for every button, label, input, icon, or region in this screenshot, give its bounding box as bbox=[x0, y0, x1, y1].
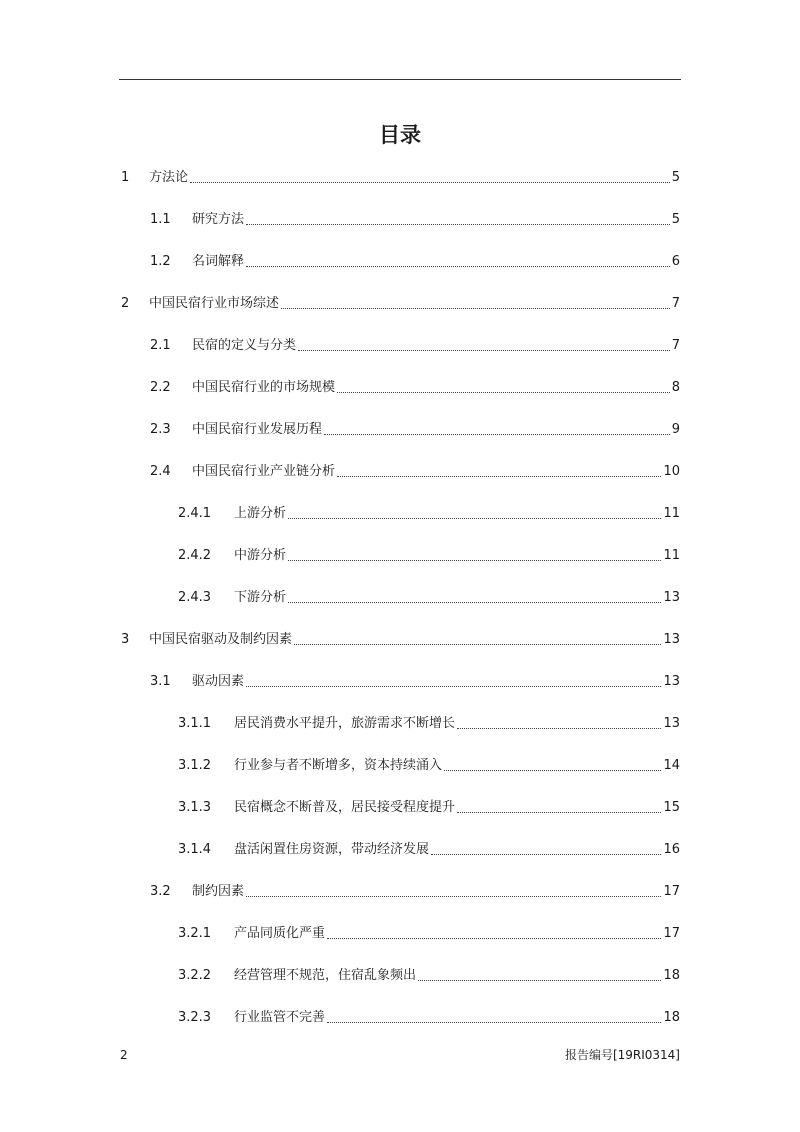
toc-entry[interactable] bbox=[121, 630, 680, 650]
toc-entry-number: 2.2 bbox=[150, 380, 171, 395]
toc-dot-leader bbox=[337, 476, 661, 477]
toc-entry-title: 驱动因素 bbox=[192, 674, 245, 689]
toc-entry-number: 3.1.1 bbox=[178, 716, 212, 731]
toc-entry-page: 9 bbox=[671, 422, 680, 437]
toc-dot-leader bbox=[327, 1022, 661, 1023]
toc-entry[interactable] bbox=[121, 168, 680, 188]
header-rule bbox=[119, 79, 681, 80]
toc-entry-page: 17 bbox=[663, 884, 680, 899]
toc-entry[interactable] bbox=[150, 378, 680, 398]
toc-dot-leader bbox=[246, 896, 661, 897]
toc-entry-title: 中国民宿行业的市场规模 bbox=[192, 380, 336, 395]
toc-entry[interactable] bbox=[150, 462, 680, 482]
toc-entry-page: 18 bbox=[663, 1010, 680, 1025]
toc-dot-leader bbox=[190, 182, 670, 183]
toc-dot-leader bbox=[246, 224, 670, 225]
toc-entry-number: 3.2.1 bbox=[178, 926, 212, 941]
toc-entry[interactable] bbox=[150, 336, 680, 356]
toc-entry-title: 名词解释 bbox=[192, 254, 245, 269]
toc-entry[interactable] bbox=[178, 798, 680, 818]
toc-dot-leader bbox=[337, 392, 670, 393]
toc-entry-title: 经营管理不规范，住宿乱象频出 bbox=[234, 968, 417, 983]
toc-entry-number: 2.1 bbox=[150, 338, 171, 353]
toc-entry-title: 民宿的定义与分类 bbox=[192, 338, 297, 353]
toc-entry-title: 中国民宿行业市场综述 bbox=[149, 296, 280, 311]
toc-entry-number: 2.4.3 bbox=[178, 590, 212, 605]
toc-dot-leader bbox=[444, 770, 661, 771]
toc-entry-page: 15 bbox=[663, 800, 680, 815]
toc-dot-leader bbox=[246, 686, 661, 687]
toc-entry-page: 18 bbox=[663, 968, 680, 983]
toc-entry-number: 1 bbox=[121, 170, 130, 185]
toc-entry[interactable] bbox=[150, 420, 680, 440]
toc-dot-leader bbox=[324, 434, 670, 435]
toc-entry-title: 上游分析 bbox=[234, 506, 287, 521]
toc-entry-title: 下游分析 bbox=[234, 590, 287, 605]
toc-entry[interactable] bbox=[178, 1008, 680, 1028]
toc-entry-page: 7 bbox=[671, 296, 680, 311]
toc-entry-title: 制约因素 bbox=[192, 884, 245, 899]
toc-entry[interactable] bbox=[150, 252, 680, 272]
toc-entry-number: 1.1 bbox=[150, 212, 171, 227]
toc-entry-page: 17 bbox=[663, 926, 680, 941]
toc-entry-number: 3.1 bbox=[150, 674, 171, 689]
toc-entry-page: 11 bbox=[663, 548, 680, 563]
toc-dot-leader bbox=[431, 854, 661, 855]
toc-entry[interactable] bbox=[178, 840, 680, 860]
toc-entry[interactable] bbox=[178, 546, 680, 566]
toc-entry-page: 13 bbox=[663, 632, 680, 647]
toc-entry-page: 5 bbox=[671, 170, 680, 185]
footer-page-number: 2 bbox=[120, 1048, 128, 1062]
toc-entry[interactable] bbox=[178, 588, 680, 608]
toc-entry-title: 方法论 bbox=[149, 170, 189, 185]
toc-dot-leader bbox=[288, 518, 661, 519]
toc-dot-leader bbox=[418, 980, 661, 981]
toc-entry-number: 3.1.4 bbox=[178, 842, 212, 857]
toc-dot-leader bbox=[457, 728, 661, 729]
toc-entry[interactable] bbox=[178, 756, 680, 776]
toc-dot-leader bbox=[288, 602, 661, 603]
toc-entry[interactable] bbox=[150, 672, 680, 692]
toc-entry-title: 研究方法 bbox=[192, 212, 245, 227]
toc-dot-leader bbox=[288, 560, 661, 561]
toc-entry-page: 6 bbox=[671, 254, 680, 269]
toc-entry-title: 民宿概念不断普及，居民接受程度提升 bbox=[234, 800, 456, 815]
toc-entry-page: 13 bbox=[663, 716, 680, 731]
toc-entry[interactable] bbox=[178, 966, 680, 986]
toc-dot-leader bbox=[246, 266, 670, 267]
toc-entry[interactable] bbox=[121, 294, 680, 314]
toc-entry-title: 行业监管不完善 bbox=[234, 1010, 326, 1025]
toc-entry[interactable] bbox=[178, 924, 680, 944]
toc-entry[interactable] bbox=[150, 210, 680, 230]
toc-entry-title: 中国民宿驱动及制约因素 bbox=[149, 632, 293, 647]
toc-entry-number: 2 bbox=[121, 296, 130, 311]
toc-title: 目录 bbox=[379, 123, 421, 147]
toc-entry-number: 2.3 bbox=[150, 422, 171, 437]
toc-entry-title: 中游分析 bbox=[234, 548, 287, 563]
toc-entry-page: 13 bbox=[663, 590, 680, 605]
footer-report-id: 报告编号[19RI0314] bbox=[564, 1048, 680, 1062]
toc-dot-leader bbox=[298, 350, 670, 351]
toc-entry-title: 盘活闲置住房资源，带动经济发展 bbox=[234, 842, 430, 857]
toc-entry-number: 2.4 bbox=[150, 464, 171, 479]
toc-entry-title: 行业参与者不断增多，资本持续涌入 bbox=[234, 758, 443, 773]
toc-entry[interactable] bbox=[178, 714, 680, 734]
toc-entry-number: 3.2.3 bbox=[178, 1010, 212, 1025]
toc-entry-number: 2.4.2 bbox=[178, 548, 212, 563]
toc-entry-page: 10 bbox=[663, 464, 680, 479]
toc-entry-number: 3.2 bbox=[150, 884, 171, 899]
toc-entry-page: 8 bbox=[671, 380, 680, 395]
toc-dot-leader bbox=[457, 812, 661, 813]
toc-entry-number: 1.2 bbox=[150, 254, 171, 269]
toc-dot-leader bbox=[281, 308, 670, 309]
toc-entry-title: 中国民宿行业发展历程 bbox=[192, 422, 323, 437]
toc-dot-leader bbox=[294, 644, 661, 645]
toc-entry-number: 3.2.2 bbox=[178, 968, 212, 983]
toc-entry-number: 3.1.3 bbox=[178, 800, 212, 815]
toc-entry-page: 5 bbox=[671, 212, 680, 227]
toc-entry-title: 产品同质化严重 bbox=[234, 926, 326, 941]
toc-entry-page: 14 bbox=[663, 758, 680, 773]
toc-entry-number: 3.1.2 bbox=[178, 758, 212, 773]
toc-entry-title: 中国民宿行业产业链分析 bbox=[192, 464, 336, 479]
toc-entry-page: 16 bbox=[663, 842, 680, 857]
toc-entry[interactable] bbox=[178, 504, 680, 524]
toc-entry-number: 3 bbox=[121, 632, 130, 647]
toc-entry-page: 7 bbox=[671, 338, 680, 353]
toc-entry-page: 11 bbox=[663, 506, 680, 521]
toc-entry-page: 13 bbox=[663, 674, 680, 689]
toc-entry[interactable] bbox=[150, 882, 680, 902]
toc-entry-number: 2.4.1 bbox=[178, 506, 212, 521]
toc-dot-leader bbox=[327, 938, 661, 939]
toc-entry-title: 居民消费水平提升，旅游需求不断增长 bbox=[234, 716, 456, 731]
